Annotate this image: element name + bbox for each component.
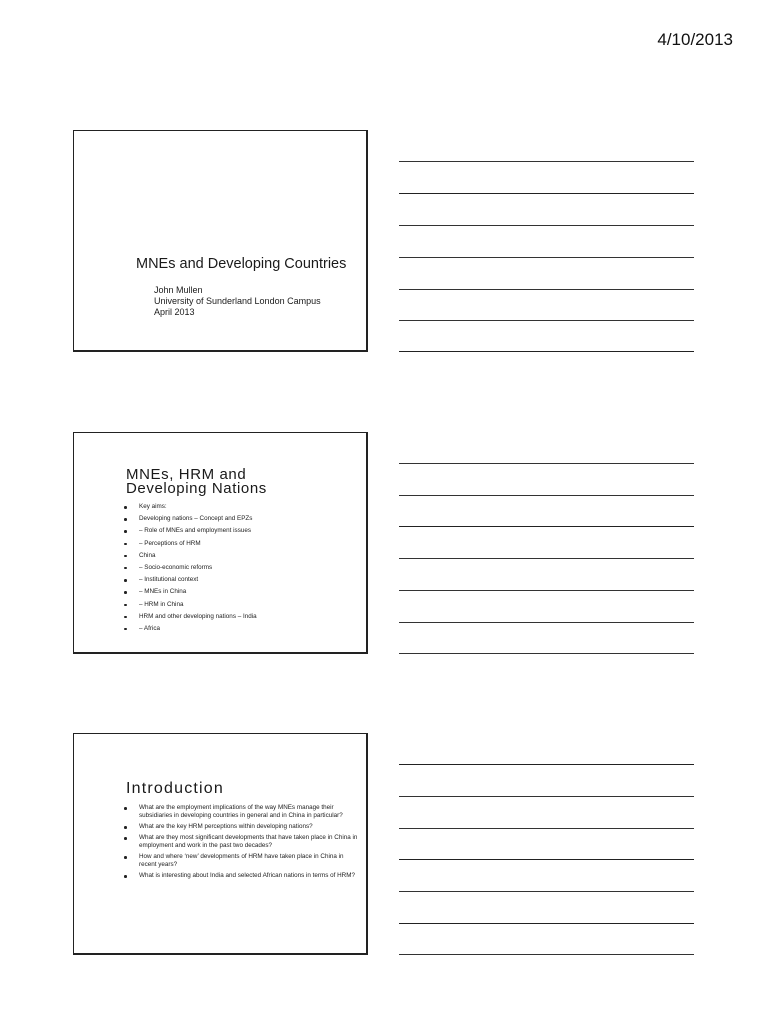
bullet-text: – HRM in China: [139, 600, 184, 608]
slide-3: [73, 733, 368, 955]
list-item: [122, 625, 257, 633]
note-line: [399, 193, 694, 194]
bullet-icon: [124, 856, 127, 859]
note-line: [399, 495, 694, 496]
bullet-icon: [124, 567, 127, 570]
bullet-text: How and where ‘new’ developments of HRM have taken place in China in recent years?: [139, 853, 344, 868]
bullet-text: – Institutional context: [139, 576, 199, 584]
slide-1: [73, 130, 368, 352]
list-item: [122, 588, 257, 596]
list-item: [122, 552, 257, 560]
note-line: [399, 526, 694, 527]
bullet-icon: [124, 591, 127, 594]
list-item: [122, 853, 359, 869]
bullet-icon: [124, 543, 127, 546]
bullet-text: – Africa: [139, 624, 160, 632]
bullet-icon: [124, 530, 127, 533]
bullet-text: What is interesting about India and selected African nations in terms of HRM?: [139, 872, 355, 879]
note-line: [399, 828, 694, 829]
bullet-icon: [124, 506, 127, 509]
note-line: [399, 351, 694, 352]
note-line: [399, 558, 694, 559]
bullet-icon: [124, 628, 127, 631]
bullet-icon: [124, 579, 127, 582]
page-date: 4/10/2013: [657, 30, 733, 49]
note-line: [399, 463, 694, 464]
note-line: [399, 590, 694, 591]
slide-3-title: Introduction: [126, 780, 225, 797]
note-line: [399, 653, 694, 654]
slide-2: [73, 432, 368, 654]
note-line: [399, 257, 694, 258]
bullet-text: Developing nations – Concept and EPZs: [139, 515, 253, 523]
bullet-icon: [124, 826, 127, 829]
slide-1-date: April 2013: [154, 307, 195, 317]
list-item: [122, 564, 257, 572]
note-line: [399, 225, 694, 226]
bullet-icon: [124, 807, 127, 810]
bullet-icon: [124, 555, 127, 558]
slide-1-title: MNEs and Developing Countries: [136, 256, 347, 272]
bullet-text: HRM and other developing nations – India: [139, 612, 257, 620]
slide-1-affiliation: University of Sunderland London Campus: [154, 296, 321, 306]
bullet-icon: [124, 604, 127, 607]
slide-2-bullet-list: [122, 503, 257, 637]
bullet-icon: [124, 518, 127, 521]
bullet-text: What are they most significant developments that have taken place in China in employment and work in the past two decades?: [139, 834, 358, 849]
bullet-text: – Socio-economic reforms: [139, 563, 213, 571]
bullet-icon: [124, 875, 127, 878]
bullet-text: What are the employment implications of the way MNEs manage their subsidiaries in developing countries in general and in China in particular?: [139, 804, 343, 819]
list-item: [122, 540, 257, 548]
note-line: [399, 764, 694, 765]
note-line: [399, 622, 694, 623]
list-item: [122, 804, 359, 820]
slide-2-title-line-2: Developing Nations: [126, 480, 267, 497]
bullet-icon: [124, 837, 127, 840]
bullet-text: What are the key HRM perceptions within developing nations?: [139, 823, 313, 830]
list-item: [122, 527, 257, 535]
note-line: [399, 859, 694, 860]
note-line: [399, 954, 694, 955]
bullet-text: – MNEs in China: [139, 588, 187, 596]
note-line: [399, 161, 694, 162]
list-item: [122, 515, 257, 523]
list-item: [122, 872, 359, 880]
note-line: [399, 320, 694, 321]
bullet-text: – Perceptions of HRM: [139, 539, 201, 547]
bullet-text: Key aims:: [139, 503, 167, 510]
note-line: [399, 891, 694, 892]
bullet-icon: [124, 616, 127, 619]
slide-3-bullet-list: [122, 804, 359, 883]
note-line: [399, 796, 694, 797]
slide-2-title: [126, 468, 267, 496]
bullet-text: China: [139, 551, 156, 559]
list-item: [122, 834, 359, 850]
note-line: [399, 923, 694, 924]
note-line: [399, 289, 694, 290]
list-item: [122, 613, 257, 621]
list-item: [122, 601, 257, 609]
list-item: [122, 823, 359, 831]
list-item: [122, 576, 257, 584]
list-item: [122, 503, 257, 511]
slide-2-title-line-1: MNEs, HRM and: [126, 466, 247, 483]
bullet-text: – Role of MNEs and employment issues: [139, 527, 251, 535]
slide-1-author: John Mullen: [154, 285, 203, 295]
